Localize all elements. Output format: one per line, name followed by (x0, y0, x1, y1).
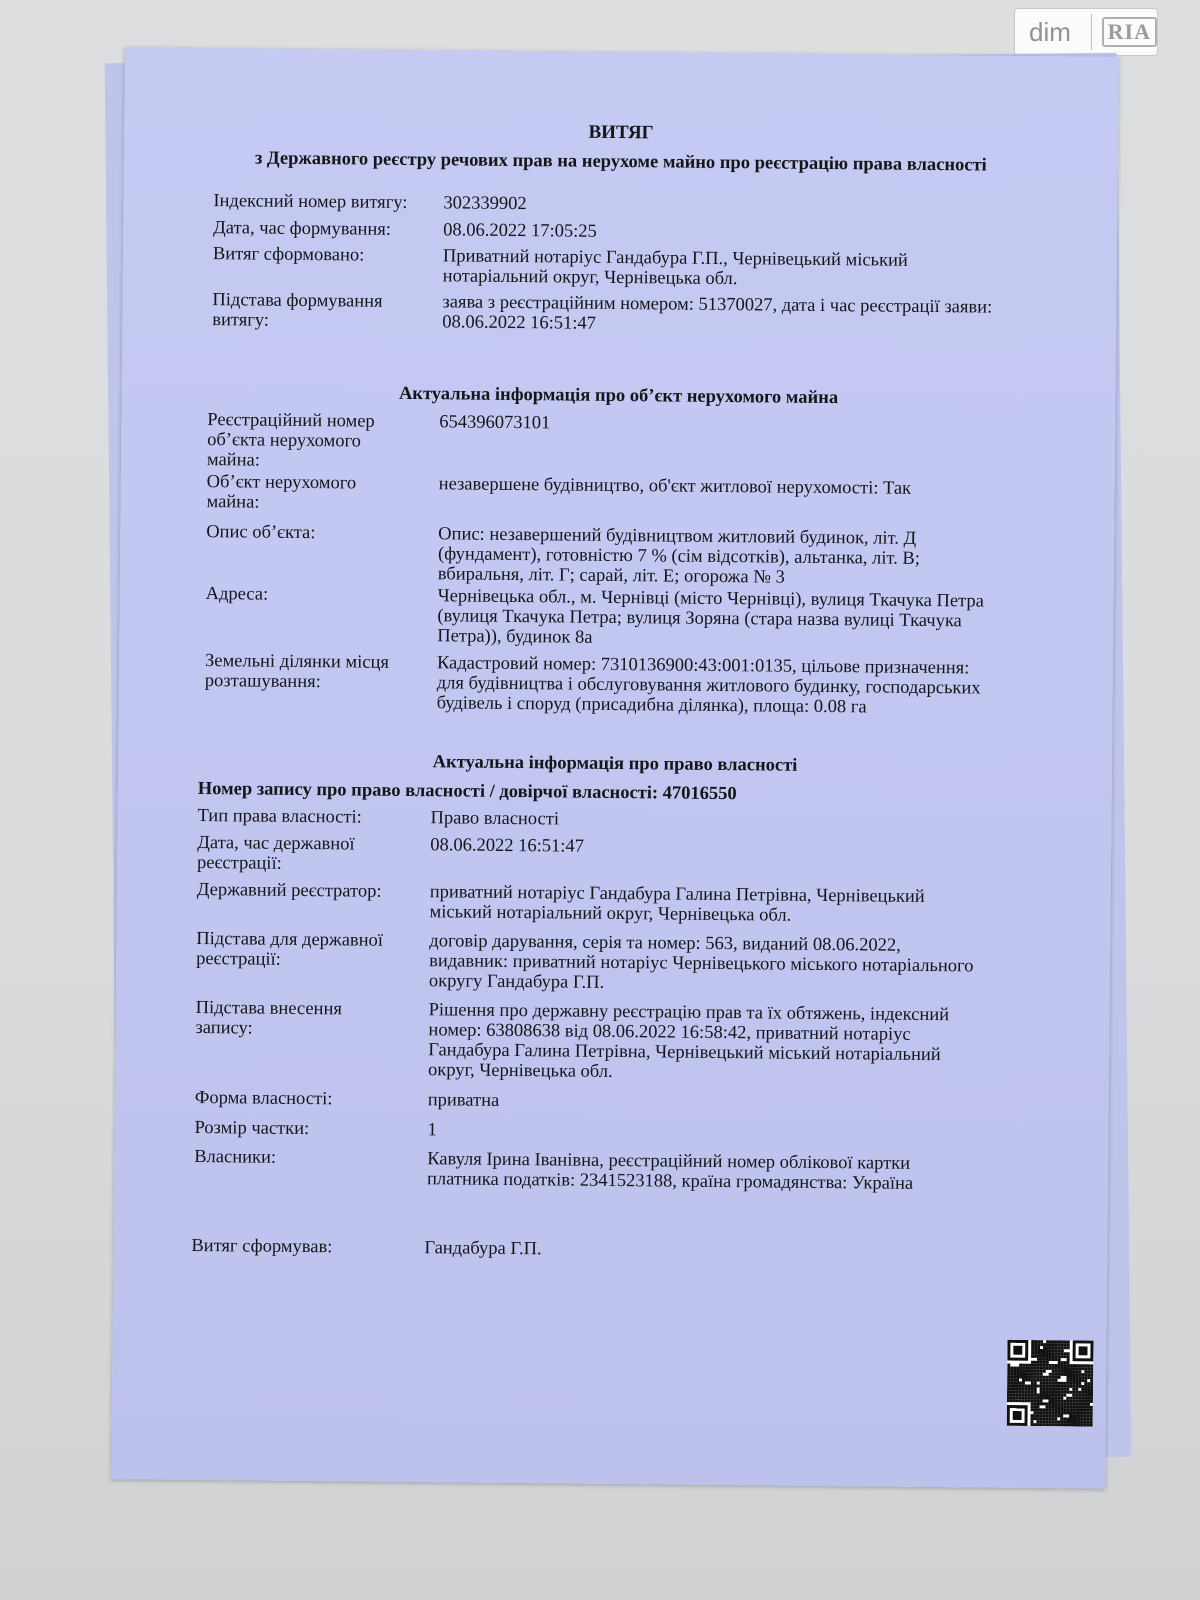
header-info-row (123, 217, 1117, 242)
right-info-value: Рішення про державну реєстрацію прав та їх обтяжень, індексний номер: 63808638 від 08.06.2022 16:58:42, приватний нотаріус Гандабура Галина Петрівна, Чернівецький міський нотаріальний округ, Чернівецька обл. (427, 1000, 950, 1082)
right-info-value: 1 (427, 1120, 437, 1141)
right-info-label: Підстава внесення запису: (195, 997, 343, 1039)
right-info-value: договір дарування, серія та номер: 563, виданий 08.06.2022, видавник: приватний нотаріус Чернівецького міського нотаріального округу Гандабура Г.П. (428, 931, 974, 993)
header-info-value: Приватний нотаріус Гандабура Г.П., Чернівецький міський нотаріальний округ, Чернівецька обл. (442, 246, 908, 290)
object-info-value: 654396073101 (439, 412, 551, 434)
right-info-value: Кавуля Ірина Іванівна, реєстраційний номер облікової картки платника податків: 2341523188, країна громадянства: Україна (426, 1149, 914, 1194)
right-section-title: Актуальна інформація про право власності (432, 752, 798, 776)
right-info-value: приватний нотаріус Гандабура Галина Петрівна, Чернівецький міський нотаріальний округ, Чернівецька обл. (429, 882, 925, 926)
right-info-row (115, 1087, 1109, 1111)
signature-value: Гандабура Г.П. (424, 1238, 542, 1260)
record-number-line: Номер запису про право власності / довірчої власності: 47016550 (197, 778, 737, 805)
header-info-value: 302339902 (443, 193, 527, 215)
right-info-row (116, 928, 1110, 993)
object-info-row (121, 409, 1115, 471)
right-info-label: Розмір частки: (194, 1117, 310, 1140)
watermark-divider (1091, 14, 1092, 50)
header-info-label: Дата, час формування: (213, 218, 392, 240)
object-info-row (119, 650, 1113, 718)
right-info-label: Власники: (194, 1146, 277, 1168)
right-info-row (117, 832, 1111, 874)
right-info-value: Право власності (430, 808, 560, 830)
object-info-label: Земельні ділянки місця розташування: (204, 651, 390, 693)
right-info-row (115, 1117, 1109, 1141)
watermark-ria-logo: RIA (1102, 17, 1157, 47)
signature-label: Витяг сформував: (191, 1235, 333, 1258)
header-info-value: заява з реєстраційним номером: 51370027, дата і час реєстрації заяви: 08.06.2022 16:51:47 (442, 292, 993, 334)
object-info-label: Опис об’єкта: (206, 522, 316, 544)
header-info-value: 08.06.2022 17:05:25 (443, 220, 597, 242)
object-info-row (121, 471, 1115, 513)
right-info-value: 08.06.2022 16:51:47 (430, 835, 584, 857)
document-sheet (111, 47, 1119, 1488)
signature-row (113, 1235, 1107, 1260)
watermark-dim-text: dim (1029, 16, 1071, 47)
document-subtitle: з Державного реєстру речових прав на нерухоме майно про реєстрацію права власності (254, 148, 987, 176)
qr-code (1007, 1340, 1094, 1427)
header-info-label: Підстава формування витягу: (212, 290, 383, 331)
header-info-label: Індексний номер витягу: (213, 191, 408, 213)
object-info-row (120, 521, 1114, 588)
right-info-label: Дата, час державної реєстрації: (196, 832, 355, 874)
document-content (111, 47, 1119, 1488)
object-info-label: Об’єкт нерухомого майна: (206, 472, 357, 513)
header-info-label: Витяг сформовано: (212, 244, 365, 266)
object-info-label: Реєстраційний номер об’єкта нерухомого майна: (206, 410, 375, 471)
object-info-value: Опис: незавершений будівництвом житловий будинок, літ. Д (фундамент), готовністю 7 % (сім відсотків), альтанка, літ. В; вбиральня, літ. Г; сарай, літ. Е; огорожа № 3 (437, 524, 920, 588)
right-info-row (117, 879, 1111, 926)
object-section-title: Актуальна інформація про об’єкт нерухомого майна (398, 383, 839, 409)
right-info-row (114, 1146, 1108, 1194)
right-info-label: Державний реєстратор: (196, 879, 382, 902)
object-info-label: Адреса: (205, 584, 269, 605)
document-title: ВИТЯГ (588, 121, 654, 144)
right-info-label: Підстава для державної реєстрації: (196, 928, 384, 970)
object-info-value: Кадастровий номер: 7310136900:43:001:0135, цільове призначення: для будівництва і обслуговування житлового будинку, господарських будівель і споруд (присадибна ділянка), площа: 0.08 га (436, 653, 981, 718)
object-info-value: незавершене будівництво, об'єкт житлової нерухомості: Так (438, 474, 912, 499)
dimria-watermark (1014, 8, 1158, 56)
right-info-row (116, 997, 1110, 1082)
right-info-row (118, 805, 1112, 830)
object-info-value: Чернівецька обл., м. Чернівці (місто Чернівці), вулиця Ткачука Петра (вулиця Ткачука Петра; вулиця Зоряна (стара назва вулиці Ткачука Петра)), будинок 8а (437, 586, 984, 648)
header-info-row (124, 190, 1118, 215)
right-info-value: приватна (427, 1090, 500, 1111)
right-info-label: Тип права власності: (197, 805, 362, 828)
right-info-label: Форма власності: (194, 1087, 333, 1110)
